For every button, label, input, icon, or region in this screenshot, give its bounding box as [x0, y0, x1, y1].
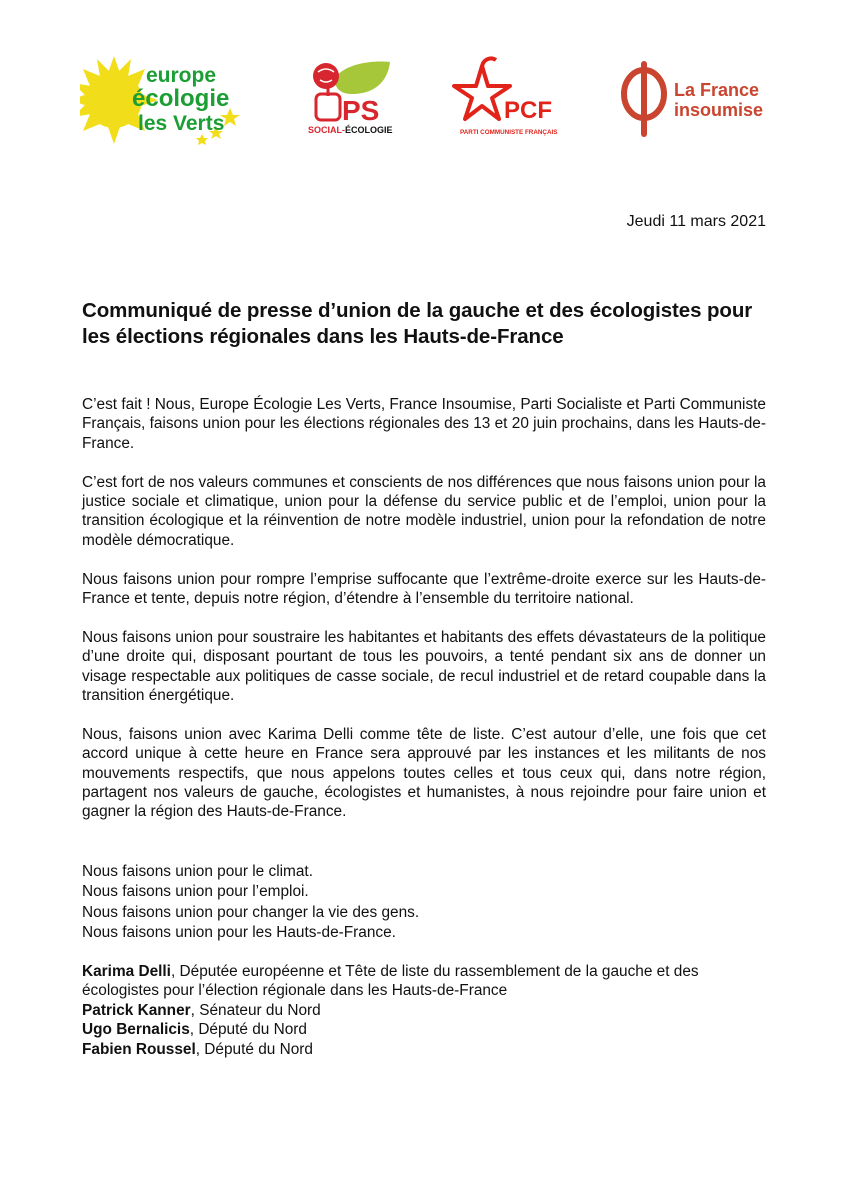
signatory: [82, 1020, 766, 1039]
signatory: [82, 962, 766, 1001]
closing-line: Nous faisons union pour l’emploi.: [82, 883, 309, 901]
party-logos: [80, 54, 770, 154]
press-release-body: [82, 395, 766, 1059]
closing-line: Nous faisons union pour changer la vie des gens.: [82, 903, 420, 921]
lfi-line2: insoumise: [674, 100, 764, 120]
lfi-line1: La France: [674, 80, 760, 100]
lfi-logo: [620, 54, 770, 138]
signatory-role: , Sénateur du Nord: [190, 1001, 321, 1019]
paragraph: C’est fort de nos valeurs communes et conscients de nos différences que nous faisons union pour la justice sociale et climatique, union pour la défense du service public et de l’emploi, union pour la transition écologique et la réinvention de notre modèle industriel, union pour la refondation de notre modèle démocratique.: [82, 473, 766, 549]
paragraph: Nous faisons union pour soustraire les habitantes et habitants des effets dévastateurs de la politique d’une droite qui, disposant pourtant de tous les pouvoirs, a tenté pendant six ans de donner un visage respectable aux politiques de casse sociale, de recul industriel et de retard coupable dans la transition énergétique.: [82, 628, 766, 705]
press-release-title: Communiqué de presse d’union de la gauche et des écologistes pour les élections régionales dans les Hauts-de-France: [82, 299, 753, 348]
eelv-line1: europe: [146, 64, 217, 87]
signatory: [82, 1001, 766, 1020]
closing-line: Nous faisons union pour les Hauts-de-France.: [82, 924, 396, 942]
signatory-name: Patrick Kanner: [82, 1001, 191, 1019]
closing-statements: [82, 862, 766, 944]
pcf-star-icon: [454, 58, 510, 119]
eelv-line3: les Verts: [138, 112, 225, 135]
signatory-name: Fabien Roussel: [82, 1040, 196, 1058]
ps-name: PS: [342, 95, 380, 126]
signatory-role: , Député du Nord: [195, 1040, 313, 1058]
signatory-role: , Députée européenne et Tête de liste du rassemblement de la gauche et des écologistes pour l’élection régionale dans les Hauts-de-France: [82, 962, 699, 1000]
eelv-line2: écologie: [132, 85, 230, 112]
fist-rose-icon: [313, 63, 340, 120]
green-leaf-icon: [334, 62, 390, 94]
press-release-date: Jeudi 11 mars 2021: [626, 213, 766, 230]
paragraph: Nous, faisons union avec Karima Delli comme tête de liste. C’est autour d’elle, une fois que cet accord unique à cette heure en France sera approuvé par les instances et les militants de nos mouvements respectifs, que nous appelons toutes celles et tous ceux qui, dans notre région, partagent nos valeurs de gauche, écologistes et humanistes, à nous rejoindre pour faire union et gagner la région des Hauts-de-France.: [82, 725, 766, 821]
pcf-subtitle: PARTI COMMUNISTE FRANÇAIS: [460, 129, 558, 136]
signatory: [82, 1040, 766, 1059]
paragraph: C’est fait ! Nous, Europe Écologie Les Verts, France Insoumise, Parti Socialiste et Parti Communiste Français, faisons union pour les élections régionales des 13 et 20 juin prochains, dans les Hauts-de-France.: [82, 396, 766, 452]
paragraph: Nous faisons union pour rompre l’emprise suffocante que l’extrême-droite exerce sur les Hauts-de-France et tente, depuis notre région, d’étendre à l’ensemble du territoire national.: [82, 570, 766, 608]
signatory-role: , Député du Nord: [189, 1021, 307, 1039]
pcf-name: PCF: [504, 97, 552, 124]
signatory-name: Ugo Bernalicis: [82, 1021, 190, 1039]
closing-line: Nous faisons union pour le climat.: [82, 862, 313, 880]
eelv-logo: [80, 54, 245, 149]
ps-logo: [302, 54, 398, 138]
pcf-logo: [452, 54, 562, 138]
signatory-name: Karima Delli: [82, 962, 171, 980]
ps-subtitle: SOCIAL-ÉCOLOGIE: [308, 125, 393, 135]
signatories: [82, 962, 766, 1059]
phi-icon: [624, 64, 664, 134]
